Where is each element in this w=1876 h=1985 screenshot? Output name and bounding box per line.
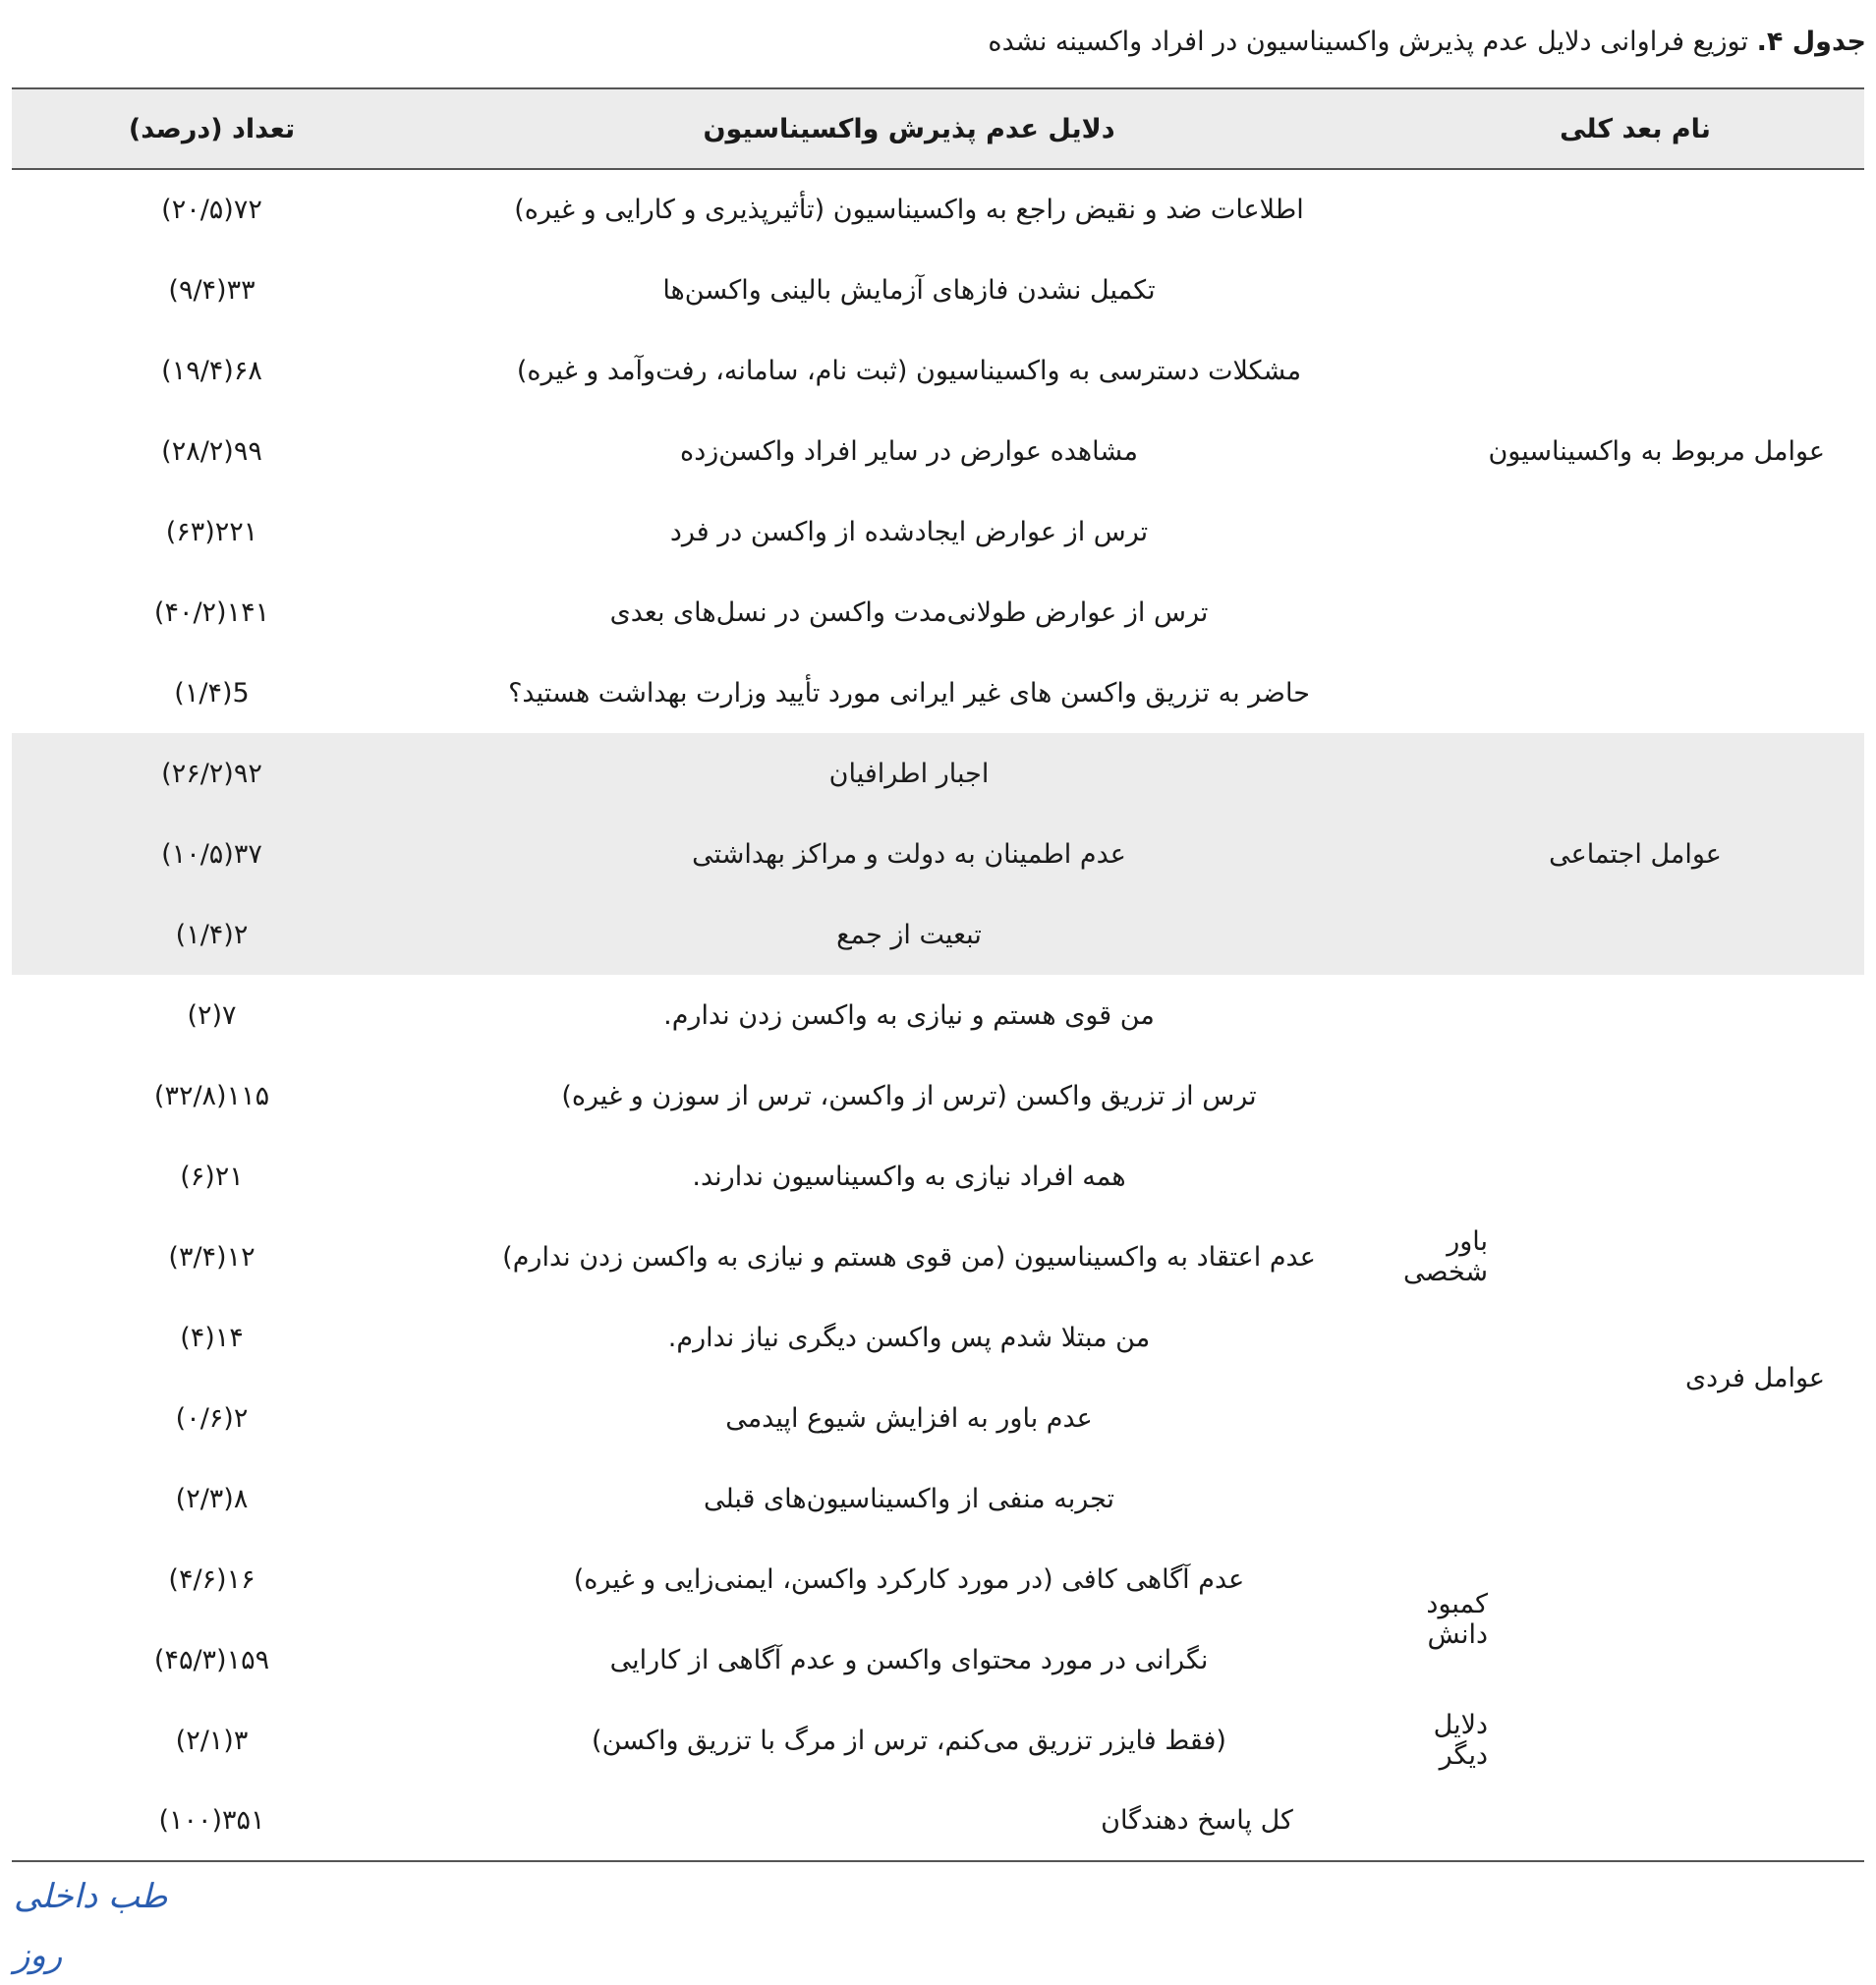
count-cell: ۱۱۵(۳۲/۸) — [153, 1080, 270, 1111]
count-cell: ۹۹(۲۸/۲) — [161, 435, 262, 467]
total-count: ۳۵۱(۱۰۰) — [12, 1781, 412, 1861]
count-cell: ۲۱(۶) — [180, 1161, 244, 1192]
reason-cell: اطلاعات ضد و نقیض راجع به واکسیناسیون (تأثیرپذیری و کارایی و غیره) — [514, 195, 1304, 225]
reason-cell: حاضر به تزریق واکسن های غیر ایرانی مورد تأیید وزارت بهداشت هستید؟ — [508, 677, 1310, 709]
group-social: عوامل اجتماعی — [1406, 733, 1864, 975]
reason-cell: همه افراد نیازی به واکسیناسیون ندارند. — [692, 1161, 1126, 1192]
header-count: تعداد (درصد) — [12, 88, 412, 169]
reason-cell: اجبار اطرافیان — [412, 733, 1406, 814]
table-title: توزیع فراوانی دلایل عدم پذیرش واکسیناسیون در افراد واکسینه نشده — [988, 27, 1748, 57]
count-cell: ۱۵۹(۴۵/۳) — [153, 1644, 270, 1675]
journal-logo: طب داخلی روز — [14, 1877, 168, 1975]
reason-cell: ترس از تزریق واکسن (ترس از واکسن، ترس از سوزن و غیره) — [561, 1080, 1257, 1111]
count-cell: ۱۴(۴) — [180, 1322, 244, 1353]
reason-cell: من قوی هستم و نیازی به واکسن زدن ندارم. — [663, 999, 1155, 1031]
reason-cell: تجربه منفی از واکسیناسیون‌های قبلی — [703, 1483, 1115, 1514]
count-cell: ۲(۰/۶) — [175, 1402, 249, 1434]
header-dimension: نام بعد کلی — [1406, 88, 1864, 169]
table-row — [12, 975, 1864, 1055]
table-number: جدول ۴. — [1756, 27, 1866, 57]
group-individual: عوامل فردی — [1685, 1362, 1826, 1393]
reason-cell: عدم آگاهی کافی (در مورد کارکرد واکسن، ایمنی‌زایی و غیره) — [573, 1563, 1245, 1595]
table-row — [12, 169, 1864, 250]
count-cell: ۱۶(۴/۶) — [168, 1563, 256, 1595]
count-cell: ۳۷(۱۰/۵) — [12, 814, 412, 894]
reason-cell: عدم اعتقاد به واکسیناسیون (من قوی هستم و نیازی به واکسن زدن ندارم) — [502, 1241, 1316, 1273]
reason-cell: عدم اطمینان به دولت و مراکز بهداشتی — [412, 814, 1406, 894]
group-vaccination: عوامل مربوط به واکسیناسیون — [1488, 436, 1826, 467]
reason-cell: عدم باور به افزایش شیوع اپیدمی — [725, 1402, 1093, 1434]
reason-cell: مشکلات دسترسی به واکسیناسیون (ثبت نام، سامانه، رفت‌وآمد و غیره) — [516, 355, 1302, 386]
count-cell: ۲(۱/۴) — [12, 894, 412, 975]
count-cell: 5(۱/۴) — [174, 677, 250, 709]
count-cell: ۳(۲/۱) — [175, 1725, 249, 1756]
count-cell: ۱۲(۳/۴) — [168, 1241, 256, 1273]
count-cell: ۶۸(۱۹/۴) — [161, 355, 262, 386]
table-row — [12, 733, 1864, 814]
count-cell: ۲۲۱(۶۳) — [165, 516, 258, 547]
total-row — [12, 1781, 1864, 1861]
count-cell: ۹۲(۲۶/۲) — [12, 733, 412, 814]
subgroup-belief: باور شخصی — [1403, 1226, 1489, 1287]
reason-cell: مشاهده عوارض در سایر افراد واکسن‌زده — [680, 435, 1138, 467]
reason-cell: تبعیت از جمع — [412, 894, 1406, 975]
count-cell: ۷(۲) — [187, 999, 237, 1031]
subgroup-knowledge: کمبود دانش — [1426, 1589, 1489, 1650]
data-table — [12, 87, 1864, 1862]
count-cell: ۱۴۱(۴۰/۲) — [153, 596, 270, 628]
reason-cell: (فقط فایزر تزریق می‌کنم، ترس از مرگ با تزریق واکسن) — [592, 1725, 1226, 1756]
header-reason: دلایل عدم پذیرش واکسیناسیون — [412, 88, 1406, 169]
table-header-row — [12, 88, 1864, 169]
reason-cell: نگرانی در مورد محتوای واکسن و عدم آگاهی از کارایی — [609, 1644, 1209, 1675]
subgroup-other: دلایل دیگر — [1433, 1710, 1489, 1771]
reason-cell: من مبتلا شدم پس واکسن دیگری نیاز ندارم. — [667, 1322, 1151, 1353]
table-caption — [19, 20, 1866, 65]
total-label: کل پاسخ دهندگان — [412, 1781, 1864, 1861]
reason-cell: ترس از عوارض طولانی‌مدت واکسن در نسل‌های بعدی — [609, 596, 1209, 628]
count-cell: ۷۲(۲۰/۵) — [161, 195, 262, 225]
count-cell: ۳۳(۹/۴) — [168, 274, 256, 306]
reason-cell: تکمیل نشدن فازهای آزمایش بالینی واکسن‌ها — [662, 274, 1156, 306]
reason-cell: ترس از عوارض ایجادشده از واکسن در فرد — [669, 516, 1149, 547]
count-cell: ۸(۲/۳) — [175, 1483, 249, 1514]
